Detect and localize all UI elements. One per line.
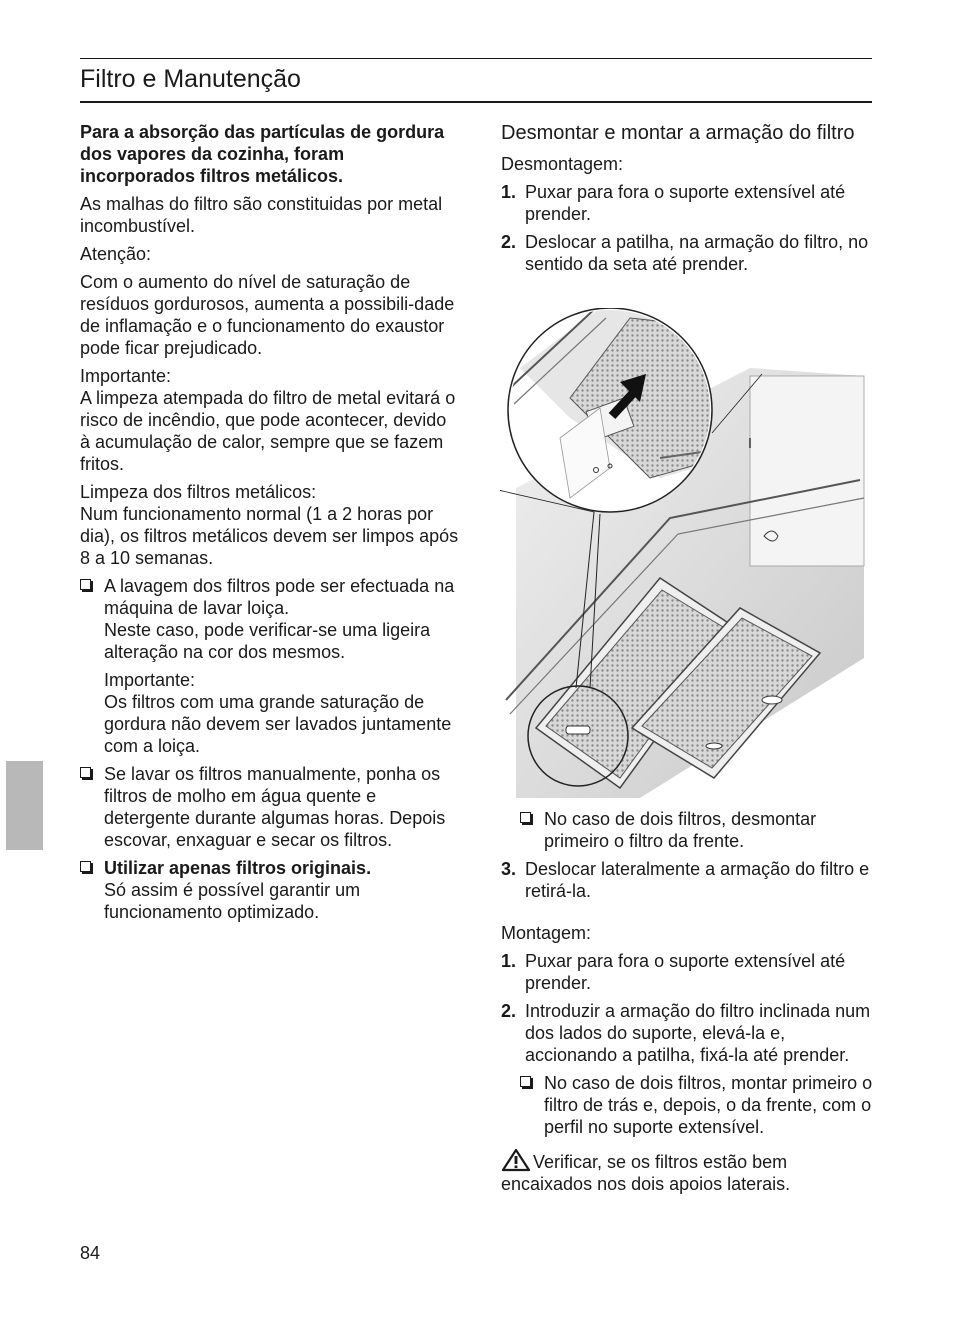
- important-note: [80, 669, 460, 757]
- attention-label: Atenção:: [80, 244, 152, 264]
- section-tab-marker: [6, 761, 43, 850]
- section-heading: Desmontar e montar a armação do filtro: [501, 122, 855, 144]
- check-text: No caso de dois filtros, desmontar primeiro o filtro da frente.: [544, 809, 817, 851]
- checkbox-icon: [520, 812, 531, 823]
- step-number: 2.: [501, 232, 517, 252]
- step-text: Introduzir a armação do filtro inclinada num dos lados do suporte, elevá-la e, accionando a patilha, fixá-la até prender.: [525, 1001, 871, 1065]
- step-number: 2.: [501, 1001, 517, 1021]
- step-text: Deslocar lateralmente a armação do filtro e retirá-la.: [525, 859, 870, 901]
- filter-removal-illustration: [500, 308, 866, 804]
- dismount-step-1: [501, 181, 881, 225]
- attention-text: Com o aumento do nível de saturação de resíduos gordurosos, aumenta a possibili-dade de inflamação e o funcionamento do exaustor pode ficar prejudicado.: [80, 272, 455, 358]
- checklist-item-dishwasher: [80, 575, 460, 663]
- check-text: Só assim é possível garantir um funcionamento optimizado.: [104, 880, 361, 922]
- dismount-check: [501, 808, 881, 852]
- warning-note: [501, 1148, 881, 1195]
- important-label: Importante:: [80, 366, 172, 386]
- step-number: 1.: [501, 182, 517, 202]
- intro-text: As malhas do filtro são constituidas por metal incombustível.: [80, 194, 443, 236]
- check-text: Neste caso, pode verificar-se uma ligeira alteração na cor dos mesmos.: [104, 620, 431, 662]
- header-rule-bottom: [80, 101, 872, 103]
- step-text: Deslocar a patilha, na armação do filtro, no sentido da seta até prender.: [525, 232, 869, 274]
- header-rule-top: [80, 58, 872, 59]
- checklist-item-manual-wash: [80, 763, 460, 851]
- checklist-item-original-filters: [80, 857, 460, 923]
- step-number: 3.: [501, 859, 517, 879]
- checkbox-icon: [80, 579, 91, 590]
- left-column: [80, 121, 460, 929]
- dismount-step-2: [501, 231, 881, 275]
- warning-text: Verificar, se os filtros estão bem encaixados nos dois apoios laterais.: [501, 1152, 791, 1194]
- cleaning-label: Limpeza dos filtros metálicos:: [80, 482, 317, 502]
- warning-icon: [501, 1148, 531, 1172]
- intro-bold: Para a absorção das partículas de gordura dos vapores da cozinha, foram incorporados filtros metálicos.: [80, 122, 445, 186]
- mount-label: Montagem:: [501, 923, 592, 943]
- page-number: 84: [80, 1243, 101, 1263]
- checkbox-icon: [80, 861, 91, 872]
- right-column: [501, 121, 881, 281]
- page-title: Filtro e Manutenção: [80, 65, 301, 93]
- step-text: Puxar para fora o suporte extensível até prender.: [525, 951, 846, 993]
- important-text: A limpeza atempada do filtro de metal evitará o risco de incêndio, que pode acontecer, devido à acumulação de calor, sempre que se fazem fritos.: [80, 388, 456, 474]
- dismount-step-3: [501, 858, 881, 902]
- step-text: Puxar para fora o suporte extensível até prender.: [525, 182, 846, 224]
- check-text: Se lavar os filtros manualmente, ponha os filtros de molho em água quente e detergente durante algumas horas. Depois escovar, enxaguar e secar os filtros.: [104, 764, 446, 850]
- step-number: 1.: [501, 951, 517, 971]
- mount-step-2: [501, 1000, 881, 1066]
- checkbox-icon: [520, 1076, 531, 1087]
- cleaning-text: Num funcionamento normal (1 a 2 horas por dia), os filtros metálicos devem ser limpos após 8 a 10 semanas.: [80, 504, 459, 568]
- check-text-bold: Utilizar apenas filtros originais.: [104, 858, 372, 878]
- right-column-lower: [501, 808, 881, 1195]
- mount-check: [501, 1072, 881, 1138]
- check-text: No caso de dois filtros, montar primeiro o filtro de trás e, depois, o da frente, com o perfil no suporte extensível.: [544, 1073, 873, 1137]
- check-text: A lavagem dos filtros pode ser efectuada na máquina de lavar loiça.: [104, 576, 455, 618]
- important-note-label: Importante:: [104, 670, 196, 690]
- dismount-label: Desmontagem:: [501, 154, 624, 174]
- important-note-text: Os filtros com uma grande saturação de gordura não devem ser lavados juntamente com a loiça.: [104, 692, 452, 756]
- checkbox-icon: [80, 767, 91, 778]
- mount-step-1: [501, 950, 881, 994]
